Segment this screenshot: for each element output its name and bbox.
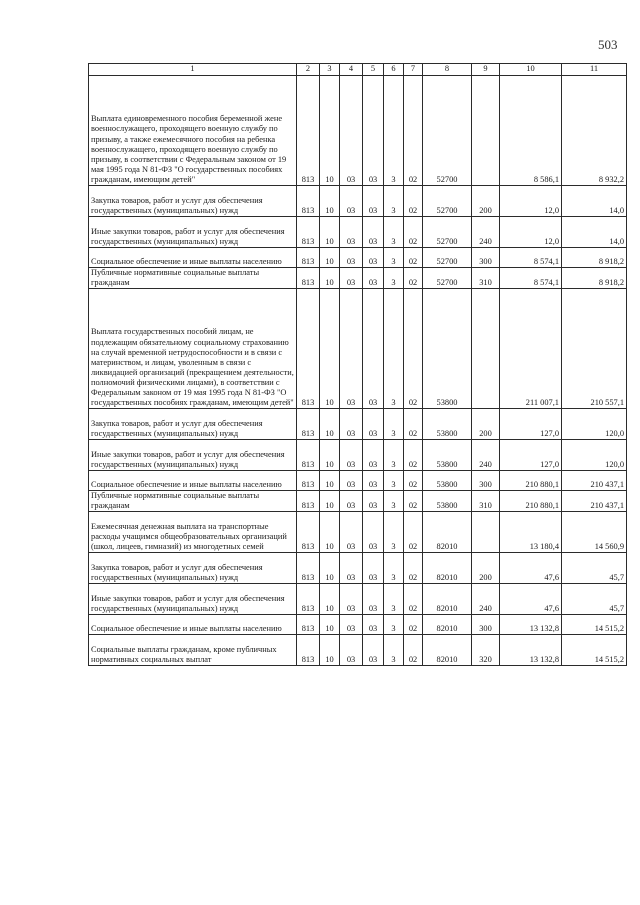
cell-direction: 52700 bbox=[423, 248, 472, 268]
cell-amount-year1: 127,0 bbox=[500, 440, 562, 471]
cell-subsection: 03 bbox=[340, 491, 363, 512]
cell-amount-year2: 8 918,2 bbox=[562, 268, 627, 289]
table-row bbox=[89, 289, 627, 409]
cell-amount-year2: 8 918,2 bbox=[562, 248, 627, 268]
column-header: 11 bbox=[562, 64, 627, 76]
cell-ministry-code: 813 bbox=[297, 409, 320, 440]
row-description: Иные закупки товаров, работ и услуг для обеспечения государственных (муниципальных) нужд bbox=[89, 584, 297, 615]
cell-program: 03 bbox=[363, 491, 384, 512]
cell-program: 03 bbox=[363, 409, 384, 440]
cell-direction: 82010 bbox=[423, 512, 472, 553]
cell-program: 03 bbox=[363, 584, 384, 615]
cell-main-activity: 02 bbox=[404, 615, 423, 635]
column-header: 5 bbox=[363, 64, 384, 76]
cell-subprogram: 3 bbox=[384, 440, 404, 471]
table-header-row bbox=[89, 64, 627, 76]
cell-amount-year2: 45,7 bbox=[562, 553, 627, 584]
cell-section: 10 bbox=[320, 409, 340, 440]
cell-main-activity: 02 bbox=[404, 186, 423, 217]
cell-program: 03 bbox=[363, 635, 384, 666]
cell-subprogram: 3 bbox=[384, 584, 404, 615]
cell-subsection: 03 bbox=[340, 635, 363, 666]
table-row bbox=[89, 268, 627, 289]
cell-program: 03 bbox=[363, 76, 384, 186]
cell-amount-year2: 120,0 bbox=[562, 409, 627, 440]
row-description: Выплата единовременного пособия беременной жене военнослужащего, проходящего военную службу по призыву, а также ежемесячного пособия на ребенка военнослужащего, проходящего военную службу по призыву, в соответствии с Федеральным законом от 19 мая 1995 года N 81-ФЗ "О государственных пособиях гражданам, имеющим детей" bbox=[89, 76, 297, 186]
cell-main-activity: 02 bbox=[404, 440, 423, 471]
cell-ministry-code: 813 bbox=[297, 186, 320, 217]
cell-subprogram: 3 bbox=[384, 635, 404, 666]
cell-direction: 53800 bbox=[423, 491, 472, 512]
cell-program: 03 bbox=[363, 248, 384, 268]
cell-expense-type: 300 bbox=[472, 471, 500, 491]
cell-direction: 53800 bbox=[423, 471, 472, 491]
cell-subprogram: 3 bbox=[384, 217, 404, 248]
cell-program: 03 bbox=[363, 186, 384, 217]
cell-amount-year2: 120,0 bbox=[562, 440, 627, 471]
cell-expense-type: 310 bbox=[472, 491, 500, 512]
cell-section: 10 bbox=[320, 615, 340, 635]
cell-amount-year1: 13 180,4 bbox=[500, 512, 562, 553]
cell-ministry-code: 813 bbox=[297, 76, 320, 186]
cell-amount-year1: 210 880,1 bbox=[500, 491, 562, 512]
cell-expense-type bbox=[472, 76, 500, 186]
cell-ministry-code: 813 bbox=[297, 217, 320, 248]
column-header: 4 bbox=[340, 64, 363, 76]
cell-subsection: 03 bbox=[340, 248, 363, 268]
cell-ministry-code: 813 bbox=[297, 289, 320, 409]
page-number: 503 bbox=[598, 37, 618, 52]
cell-subsection: 03 bbox=[340, 186, 363, 217]
cell-section: 10 bbox=[320, 635, 340, 666]
cell-amount-year1: 8 574,1 bbox=[500, 248, 562, 268]
column-header: 10 bbox=[500, 64, 562, 76]
cell-subsection: 03 bbox=[340, 217, 363, 248]
cell-amount-year2: 14 515,2 bbox=[562, 635, 627, 666]
cell-section: 10 bbox=[320, 440, 340, 471]
cell-main-activity: 02 bbox=[404, 491, 423, 512]
cell-amount-year2: 14 560,9 bbox=[562, 512, 627, 553]
cell-section: 10 bbox=[320, 76, 340, 186]
cell-section: 10 bbox=[320, 584, 340, 615]
cell-expense-type: 200 bbox=[472, 186, 500, 217]
cell-ministry-code: 813 bbox=[297, 615, 320, 635]
cell-expense-type: 240 bbox=[472, 217, 500, 248]
cell-amount-year1: 12,0 bbox=[500, 186, 562, 217]
cell-direction: 82010 bbox=[423, 584, 472, 615]
cell-ministry-code: 813 bbox=[297, 268, 320, 289]
cell-main-activity: 02 bbox=[404, 512, 423, 553]
cell-main-activity: 02 bbox=[404, 248, 423, 268]
cell-amount-year1: 8 574,1 bbox=[500, 268, 562, 289]
cell-subsection: 03 bbox=[340, 471, 363, 491]
table-row bbox=[89, 615, 627, 635]
cell-program: 03 bbox=[363, 217, 384, 248]
cell-expense-type bbox=[472, 512, 500, 553]
cell-program: 03 bbox=[363, 471, 384, 491]
row-description: Выплата государственных пособий лицам, не подлежащим обязательному социальному страхованию на случай временной нетрудоспособности и в связи с материнством, и лицам, уволенным в связи с ликвидацией организаций (прекращением деятельности, полномочий физическими лицами), в соответствии с Федеральным законом от 19 мая 1995 года N 81-ФЗ "О государственных пособиях гражданам, имеющим детей" bbox=[89, 289, 297, 409]
cell-subprogram: 3 bbox=[384, 186, 404, 217]
cell-ministry-code: 813 bbox=[297, 491, 320, 512]
cell-main-activity: 02 bbox=[404, 76, 423, 186]
cell-expense-type: 200 bbox=[472, 553, 500, 584]
cell-ministry-code: 813 bbox=[297, 440, 320, 471]
cell-section: 10 bbox=[320, 512, 340, 553]
cell-direction: 52700 bbox=[423, 268, 472, 289]
cell-direction: 53800 bbox=[423, 409, 472, 440]
row-description: Публичные нормативные социальные выплаты гражданам bbox=[89, 268, 297, 289]
cell-section: 10 bbox=[320, 553, 340, 584]
cell-subsection: 03 bbox=[340, 512, 363, 553]
table-row bbox=[89, 553, 627, 584]
cell-subsection: 03 bbox=[340, 268, 363, 289]
cell-amount-year2: 14,0 bbox=[562, 186, 627, 217]
cell-expense-type: 240 bbox=[472, 440, 500, 471]
cell-main-activity: 02 bbox=[404, 471, 423, 491]
table-row bbox=[89, 471, 627, 491]
cell-amount-year1: 13 132,8 bbox=[500, 635, 562, 666]
cell-expense-type: 310 bbox=[472, 268, 500, 289]
cell-subprogram: 3 bbox=[384, 248, 404, 268]
table-row bbox=[89, 248, 627, 268]
cell-amount-year1: 47,6 bbox=[500, 584, 562, 615]
cell-expense-type: 200 bbox=[472, 409, 500, 440]
cell-amount-year2: 210 557,1 bbox=[562, 289, 627, 409]
cell-amount-year1: 127,0 bbox=[500, 409, 562, 440]
cell-subsection: 03 bbox=[340, 440, 363, 471]
cell-subsection: 03 bbox=[340, 289, 363, 409]
cell-subprogram: 3 bbox=[384, 76, 404, 186]
cell-direction: 53800 bbox=[423, 289, 472, 409]
row-description: Закупка товаров, работ и услуг для обеспечения государственных (муниципальных) нужд bbox=[89, 409, 297, 440]
cell-subprogram: 3 bbox=[384, 512, 404, 553]
cell-direction: 52700 bbox=[423, 186, 472, 217]
column-header: 1 bbox=[89, 64, 297, 76]
table-row bbox=[89, 217, 627, 248]
row-description: Социальное обеспечение и иные выплаты населению bbox=[89, 248, 297, 268]
cell-amount-year1: 210 880,1 bbox=[500, 471, 562, 491]
cell-subsection: 03 bbox=[340, 615, 363, 635]
cell-direction: 52700 bbox=[423, 217, 472, 248]
column-header: 7 bbox=[404, 64, 423, 76]
cell-subsection: 03 bbox=[340, 553, 363, 584]
cell-ministry-code: 813 bbox=[297, 248, 320, 268]
cell-section: 10 bbox=[320, 471, 340, 491]
cell-main-activity: 02 bbox=[404, 635, 423, 666]
cell-direction: 82010 bbox=[423, 615, 472, 635]
cell-direction: 82010 bbox=[423, 553, 472, 584]
cell-expense-type bbox=[472, 289, 500, 409]
cell-direction: 53800 bbox=[423, 440, 472, 471]
cell-expense-type: 300 bbox=[472, 248, 500, 268]
cell-amount-year2: 45,7 bbox=[562, 584, 627, 615]
row-description: Социальные выплаты гражданам, кроме публичных нормативных социальных выплат bbox=[89, 635, 297, 666]
cell-direction: 82010 bbox=[423, 635, 472, 666]
cell-amount-year1: 211 007,1 bbox=[500, 289, 562, 409]
cell-main-activity: 02 bbox=[404, 584, 423, 615]
cell-subsection: 03 bbox=[340, 584, 363, 615]
cell-program: 03 bbox=[363, 512, 384, 553]
cell-amount-year2: 14 515,2 bbox=[562, 615, 627, 635]
cell-subprogram: 3 bbox=[384, 553, 404, 584]
cell-section: 10 bbox=[320, 186, 340, 217]
cell-main-activity: 02 bbox=[404, 268, 423, 289]
cell-amount-year1: 47,6 bbox=[500, 553, 562, 584]
cell-subprogram: 3 bbox=[384, 471, 404, 491]
cell-ministry-code: 813 bbox=[297, 584, 320, 615]
table-row bbox=[89, 635, 627, 666]
cell-direction: 52700 bbox=[423, 76, 472, 186]
cell-amount-year1: 12,0 bbox=[500, 217, 562, 248]
row-description: Публичные нормативные социальные выплаты гражданам bbox=[89, 491, 297, 512]
row-description: Ежемесячная денежная выплата на транспортные расходы учащимся общеобразовательных организаций (школ, лицеев, гимназий) из многодетных семей bbox=[89, 512, 297, 553]
cell-program: 03 bbox=[363, 268, 384, 289]
table-row bbox=[89, 440, 627, 471]
cell-amount-year2: 210 437,1 bbox=[562, 491, 627, 512]
cell-subsection: 03 bbox=[340, 76, 363, 186]
cell-ministry-code: 813 bbox=[297, 471, 320, 491]
column-header: 8 bbox=[423, 64, 472, 76]
row-description: Социальное обеспечение и иные выплаты населению bbox=[89, 615, 297, 635]
table-row bbox=[89, 584, 627, 615]
cell-section: 10 bbox=[320, 491, 340, 512]
row-description: Закупка товаров, работ и услуг для обеспечения государственных (муниципальных) нужд bbox=[89, 553, 297, 584]
cell-program: 03 bbox=[363, 553, 384, 584]
cell-ministry-code: 813 bbox=[297, 553, 320, 584]
table-row bbox=[89, 186, 627, 217]
cell-section: 10 bbox=[320, 268, 340, 289]
cell-expense-type: 300 bbox=[472, 615, 500, 635]
column-header: 9 bbox=[472, 64, 500, 76]
cell-subprogram: 3 bbox=[384, 491, 404, 512]
cell-main-activity: 02 bbox=[404, 289, 423, 409]
cell-subprogram: 3 bbox=[384, 289, 404, 409]
cell-ministry-code: 813 bbox=[297, 635, 320, 666]
column-header: 3 bbox=[320, 64, 340, 76]
cell-amount-year2: 8 932,2 bbox=[562, 76, 627, 186]
cell-amount-year2: 14,0 bbox=[562, 217, 627, 248]
cell-amount-year1: 8 586,1 bbox=[500, 76, 562, 186]
cell-subsection: 03 bbox=[340, 409, 363, 440]
column-header: 2 bbox=[297, 64, 320, 76]
cell-expense-type: 240 bbox=[472, 584, 500, 615]
row-description: Закупка товаров, работ и услуг для обеспечения государственных (муниципальных) нужд bbox=[89, 186, 297, 217]
cell-amount-year2: 210 437,1 bbox=[562, 471, 627, 491]
cell-program: 03 bbox=[363, 289, 384, 409]
cell-subprogram: 3 bbox=[384, 409, 404, 440]
table-row bbox=[89, 512, 627, 553]
row-description: Социальное обеспечение и иные выплаты населению bbox=[89, 471, 297, 491]
cell-amount-year1: 13 132,8 bbox=[500, 615, 562, 635]
cell-section: 10 bbox=[320, 217, 340, 248]
cell-ministry-code: 813 bbox=[297, 512, 320, 553]
cell-section: 10 bbox=[320, 289, 340, 409]
cell-main-activity: 02 bbox=[404, 553, 423, 584]
cell-program: 03 bbox=[363, 440, 384, 471]
budget-table bbox=[88, 63, 627, 666]
cell-subprogram: 3 bbox=[384, 268, 404, 289]
table-row bbox=[89, 491, 627, 512]
cell-main-activity: 02 bbox=[404, 409, 423, 440]
column-header: 6 bbox=[384, 64, 404, 76]
table-row bbox=[89, 409, 627, 440]
cell-section: 10 bbox=[320, 248, 340, 268]
cell-expense-type: 320 bbox=[472, 635, 500, 666]
row-description: Иные закупки товаров, работ и услуг для обеспечения государственных (муниципальных) нужд bbox=[89, 217, 297, 248]
cell-subprogram: 3 bbox=[384, 615, 404, 635]
cell-program: 03 bbox=[363, 615, 384, 635]
row-description: Иные закупки товаров, работ и услуг для обеспечения государственных (муниципальных) нужд bbox=[89, 440, 297, 471]
table-row bbox=[89, 76, 627, 186]
cell-main-activity: 02 bbox=[404, 217, 423, 248]
